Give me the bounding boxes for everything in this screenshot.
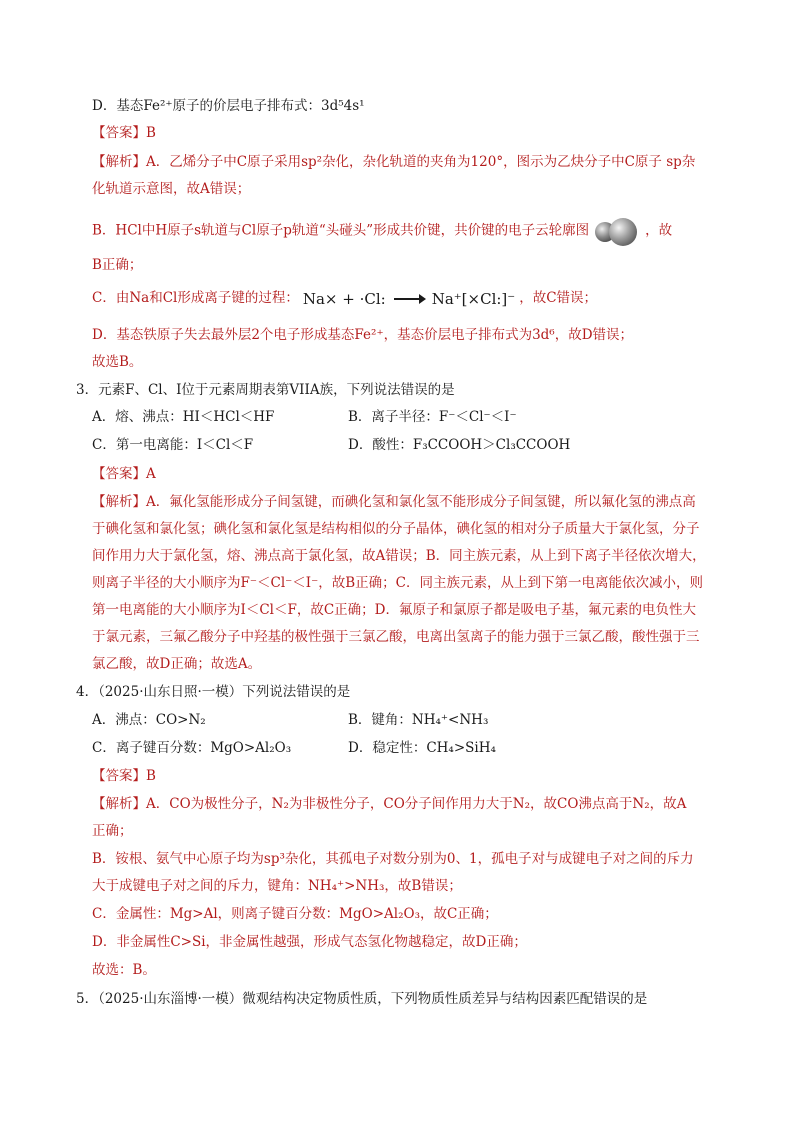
q5-stem: 5．（2025·山东淄博·一模）微观结构决定物质性质，下列物质性质差异与结构因素匹配错误的是 <box>76 991 648 1007</box>
q3-explanation-line2: 于碘化氢和氯化氢；碘化氢和氯化氢是结构相似的分子晶体，碘化氢的相对分子质量大于氯化氢，分子 <box>92 521 700 537</box>
q4-option-a: A．沸点：CO>N₂ <box>92 712 206 728</box>
q2-explanation-b-text: B．HCl中H原子s轨道与Cl原子p轨道“头碰头”形成共价键，共价键的电子云轮廓图 <box>92 222 590 239</box>
q2-explanation-c-text: C．由Na和Cl形成离子键的过程： <box>92 290 299 306</box>
q4-choose: 故选：B。 <box>92 962 156 978</box>
q2-explanation-d: D．基态铁原子失去最外层2个电子形成基态Fe²⁺，基态价层电子排布式为3d⁶，故D错误； <box>92 327 634 343</box>
q3-option-c: C．第一电离能：I＜Cl＜F <box>92 437 254 453</box>
q4-option-d: D．稳定性：CH₄>SiH₄ <box>348 740 496 756</box>
ionic-formula-left: Na× + ·Cl: <box>302 289 386 308</box>
q3-answer: 【答案】A <box>92 466 156 482</box>
q4-explanation-b-line1: B．铵根、氨气中心原子均为sp³杂化，其孤电子对数分别为0、1，孤电子对与成键电子对之间的斥力 <box>92 851 694 867</box>
q4-answer: 【答案】B <box>92 768 156 784</box>
q2-choose: 故选B。 <box>92 354 143 370</box>
q2-explanation-b-line2: B正确； <box>92 257 143 273</box>
reaction-arrow-icon <box>394 298 424 300</box>
ionic-formula-right: Na⁺[×Cl:]⁻ <box>431 289 516 308</box>
q2-explanation-c-line <box>92 288 597 309</box>
q2-explanation-b-line1 <box>92 216 672 246</box>
q4-explanation-b-line2: 大于成键电子对之间的斥力，键角：NH₄⁺>NH₃，故B错误； <box>92 878 462 894</box>
q4-stem: 4．（2025·山东日照·一模）下列说法错误的是 <box>76 684 351 700</box>
q4-option-b: B．键角：NH₄⁺<NH₃ <box>348 712 489 728</box>
q2-explanation-c-tail: ，故C错误； <box>519 290 598 306</box>
q2-answer: 【答案】B <box>92 125 156 141</box>
q3-explanation-line1: 【解析】A．氟化氢能形成分子间氢键，而碘化氢和氯化氢不能形成分子间氢键，所以氟化氢的沸点高 <box>92 494 696 510</box>
q4-option-c: C．离子键百分数：MgO>Al₂O₃ <box>92 740 292 756</box>
q2-explanation-b-tail: ，故 <box>645 222 673 239</box>
q2-explanation-a-line2: 化轨道示意图，故A错误； <box>92 181 251 197</box>
electron-cloud-image <box>593 216 641 246</box>
q3-option-a: A．熔、沸点：HI＜HCl＜HF <box>92 409 275 425</box>
q3-explanation-line7: 氯乙酸，故D正确；故选A。 <box>92 656 262 672</box>
q3-explanation-line5: 第一电离能的大小顺序为I＜Cl＜F，故C正确；D．氟原子和氯原子都是吸电子基，氟元素的电负性大 <box>92 602 696 618</box>
q2-option-d: D．基态Fe²⁺原子的价层电子排布式：3d⁵4s¹ <box>92 98 365 114</box>
q4-explanation-c: C．金属性：Mg>Al，则离子键百分数：MgO>Al₂O₃，故C正确； <box>92 906 498 922</box>
q4-explanation-a-line2: 正确； <box>92 823 133 839</box>
q3-explanation-line4: 则离子半径的大小顺序为F⁻＜Cl⁻＜I⁻，故B正确；C．同主族元素，从上到下第一电离能依次减小，则 <box>92 575 703 591</box>
q3-option-d: D．酸性：F₃CCOOH＞Cl₃CCOOH <box>348 437 571 453</box>
q3-explanation-line3: 间作用力大于氯化氢，熔、沸点高于氯化氢，故A错误；B．同主族元素，从上到下离子半径依次增大， <box>92 548 706 564</box>
q4-explanation-a-line1: 【解析】A．CO为极性分子，N₂为非极性分子，CO分子间作用力大于N₂，故CO沸点高于N₂，故A <box>92 796 687 812</box>
q3-explanation-line6: 于氯元素，三氟乙酸分子中羟基的极性强于三氯乙酸，电离出氢离子的能力强于三氯乙酸，酸性强于三 <box>92 629 700 645</box>
q3-option-b: B．离子半径：F⁻＜Cl⁻＜I⁻ <box>348 409 517 425</box>
q4-explanation-d: D．非金属性C>Si，非金属性越强，形成气态氢化物越稳定，故D正确； <box>92 934 527 950</box>
q2-explanation-a-line1: 【解析】A．乙烯分子中C原子采用sp²杂化，杂化轨道的夹角为120°，图示为乙炔分子中C原子 sp杂 <box>92 154 696 170</box>
q3-stem: 3．元素F、Cl、I位于元素周期表第VIIA族，下列说法错误的是 <box>76 382 455 398</box>
